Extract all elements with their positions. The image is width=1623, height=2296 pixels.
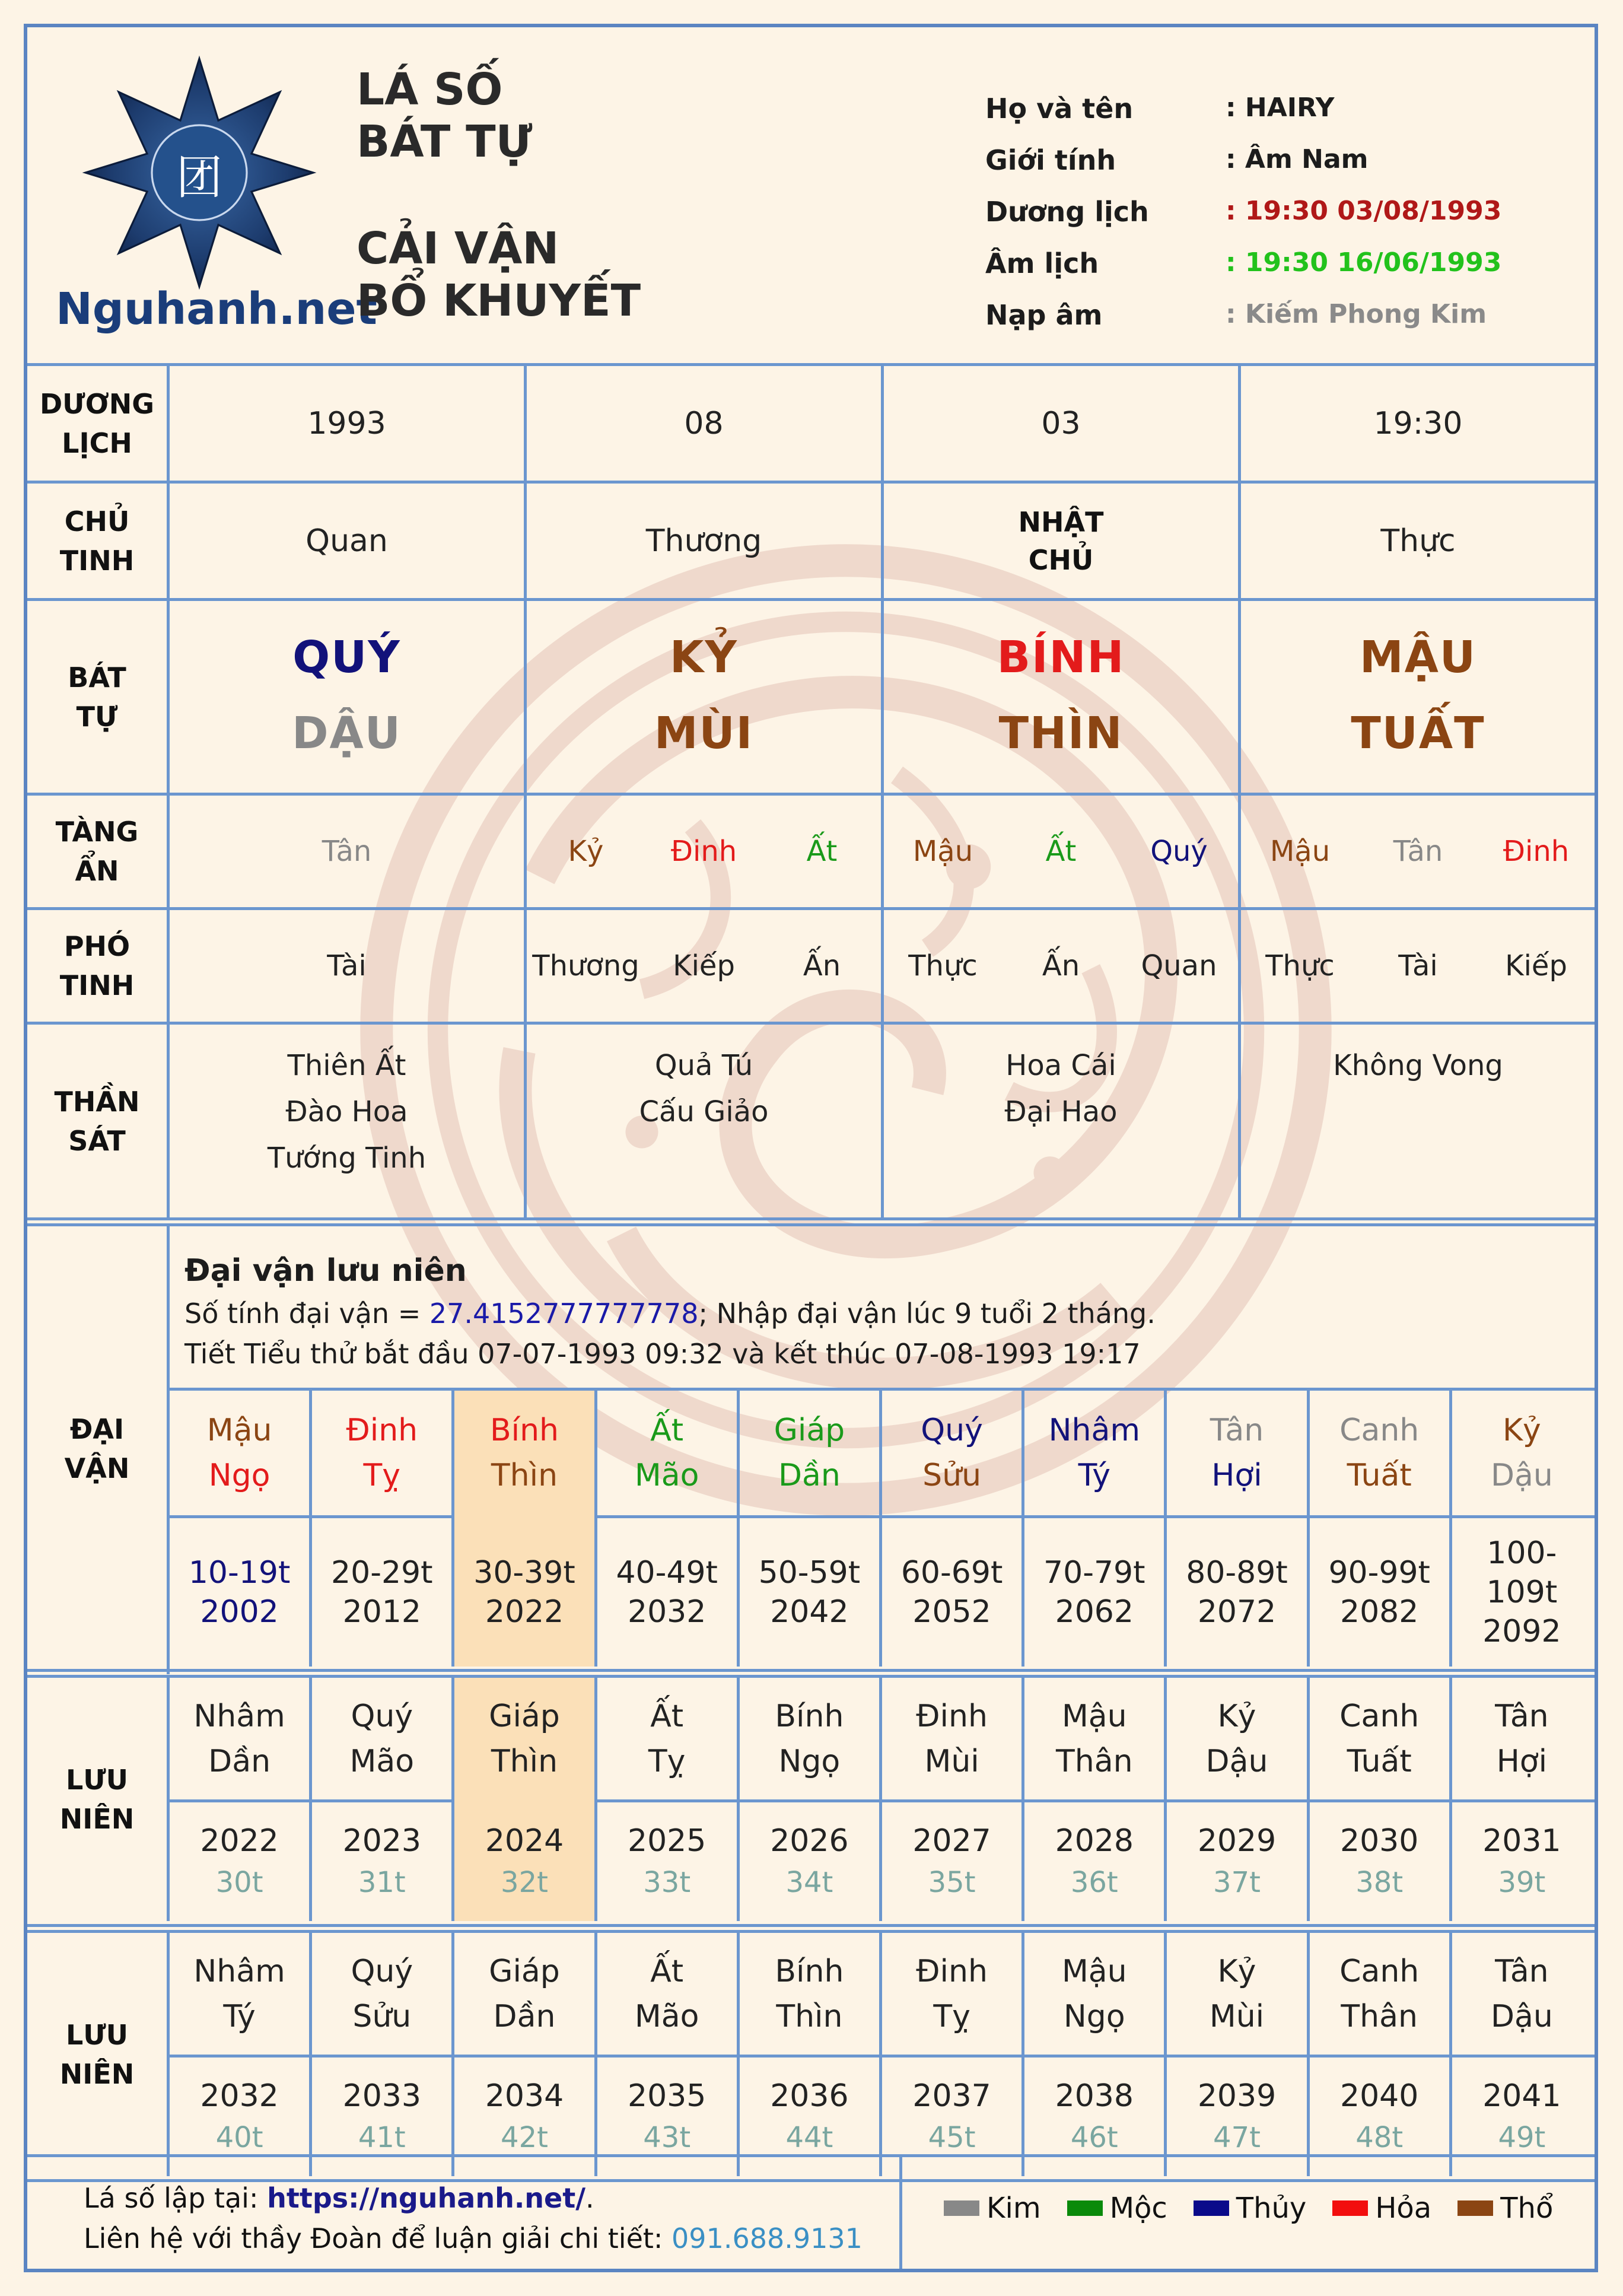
dai-van-period	[1167, 1518, 1306, 1667]
legend-item-3	[1332, 2192, 1431, 2225]
dai-van-period	[740, 1518, 879, 1667]
phone-number[interactable]: 091.688.9131	[672, 2222, 863, 2254]
annual-stem: Mậu	[1061, 1698, 1127, 1734]
dai-van-period	[882, 1518, 1021, 1667]
info-label: Giới tính	[985, 144, 1116, 176]
dai-van-branch: Dần	[778, 1458, 841, 1493]
annual-year-cell	[170, 2058, 309, 2176]
dai-van-pillar[interactable]	[312, 1391, 451, 1515]
annual-year: 2032	[200, 2078, 279, 2114]
info-value: : 19:30 03/08/1993	[1226, 196, 1502, 226]
dai-van-heading: Đại vận lưu niên	[184, 1253, 467, 1289]
annual-branch: Sửu	[352, 1998, 412, 2034]
annual-age: 30t	[215, 1866, 263, 1899]
annual-branch: Tuất	[1347, 1743, 1412, 1779]
footer-prefix: Lá số lập tại:	[84, 2182, 268, 2214]
dai-van-suffix: ; Nhập đại vận lúc 9 tuổi 2 tháng.	[698, 1298, 1156, 1330]
dai-van-stem: Tân	[1210, 1413, 1264, 1448]
footer-link[interactable]: https://nguhanh.net/	[267, 2182, 586, 2214]
hidden-stem: Mậu	[1269, 835, 1331, 868]
dai-van-year: 2082	[1340, 1594, 1419, 1630]
annual-age: 48t	[1355, 2121, 1404, 2154]
grid-line	[27, 1217, 1595, 1220]
heavenly-stem: BÍNH	[997, 632, 1125, 683]
annual-year-cell	[1452, 2058, 1592, 2176]
annual-year: 2024	[485, 1823, 564, 1859]
site-name[interactable]: Nguhanh.net	[56, 284, 377, 335]
annual-year: 2034	[485, 2078, 564, 2114]
dai-van-age: 40-49t	[616, 1555, 718, 1591]
spirit-star: Cấu Giảo	[639, 1095, 769, 1128]
heavenly-stem: QUÝ	[292, 632, 401, 683]
dai-van-year: 2022	[485, 1594, 564, 1630]
annual-age: 47t	[1213, 2121, 1261, 2154]
chart-sheet	[24, 24, 1598, 2272]
annual-branch: Tỵ	[933, 1998, 970, 2034]
info-label: Họ và tên	[985, 93, 1134, 125]
annual-pillar[interactable]	[597, 1678, 737, 1799]
dai-van-info-1	[184, 1298, 1156, 1330]
main-star: Thực	[1380, 523, 1456, 559]
annual-year: 2030	[1340, 1823, 1419, 1859]
annual-stem: Canh	[1339, 1698, 1420, 1734]
annual-year: 2041	[1482, 2078, 1561, 2114]
annual-stem: Tân	[1495, 1953, 1549, 1989]
annual-year-cell	[454, 2058, 594, 2176]
dai-van-prefix: Số tính đại vận =	[184, 1298, 429, 1330]
row-label-chu-tinh	[27, 484, 167, 598]
footer-line-2	[84, 2222, 863, 2254]
info-label: Nạp âm	[985, 299, 1103, 331]
dai-van-period	[1310, 1518, 1449, 1667]
dai-van-period	[1452, 1518, 1592, 1667]
annual-pillar[interactable]	[1310, 1933, 1449, 2055]
annual-year: 2039	[1197, 2078, 1277, 2114]
dai-van-year: 2072	[1197, 1594, 1277, 1630]
dai-van-age: 80-89t	[1186, 1555, 1288, 1591]
dai-van-branch: Tý	[1078, 1458, 1110, 1493]
annual-year: 2031	[1482, 1823, 1561, 1859]
dai-van-branch: Sửu	[922, 1458, 982, 1493]
dai-van-branch: Tỵ	[363, 1458, 401, 1493]
annual-stem: Giáp	[489, 1698, 560, 1734]
dai-van-stem: Mậu	[206, 1413, 272, 1448]
dai-van-pillar[interactable]	[1024, 1391, 1164, 1515]
annual-year: 2033	[342, 2078, 421, 2114]
dai-van-branch: Mão	[634, 1458, 699, 1493]
annual-stem: Quý	[351, 1953, 413, 1989]
annual-age: 35t	[928, 1866, 976, 1899]
dai-van-info-2: Tiết Tiểu thử bắt đầu 07-07-1993 09:32 và kết thúc 07-08-1993 19:17	[184, 1338, 1141, 1370]
heavenly-stem: KỶ	[670, 632, 738, 683]
row-label-luu-nien	[27, 1678, 167, 1921]
dai-van-year: 2062	[1055, 1594, 1134, 1630]
dai-van-year: 2042	[770, 1594, 849, 1630]
solar-value: 19:30	[1373, 405, 1463, 441]
sub-star: Thực	[908, 949, 978, 982]
annual-year-cell	[1024, 2058, 1164, 2176]
annual-age: 39t	[1498, 1866, 1546, 1899]
grid-line	[27, 1924, 1595, 1927]
hidden-stem: Ất	[806, 835, 838, 868]
footer-line-1	[84, 2182, 594, 2214]
grid-line	[27, 1669, 1595, 1672]
sub-star: Thương	[532, 949, 639, 982]
dai-van-period	[312, 1518, 451, 1667]
annual-stem: Ất	[650, 1953, 684, 1989]
logo	[81, 54, 318, 291]
legend-label: Mộc	[1109, 2192, 1167, 2225]
dai-van-stem: Quý	[921, 1413, 983, 1448]
title-line-1: LÁ SỐ	[357, 64, 503, 115]
legend-swatch	[1194, 2200, 1229, 2216]
annual-year: 2028	[1055, 1823, 1134, 1859]
row-label-luu-nien	[27, 1933, 167, 2176]
annual-year: 2040	[1340, 2078, 1419, 2114]
annual-stem: Bính	[775, 1698, 844, 1734]
sub-star: Quan	[1141, 949, 1217, 982]
grid-line	[27, 1223, 1595, 1226]
annual-pillar[interactable]	[1452, 1933, 1592, 2055]
hidden-stem: Đinh	[1503, 835, 1570, 868]
earthly-branch: TUẤT	[1351, 708, 1485, 759]
annual-branch: Thìn	[776, 1998, 843, 2034]
annual-year: 2022	[200, 1823, 279, 1859]
row-label-duong-lich	[27, 366, 167, 481]
annual-branch: Dần	[493, 1998, 556, 2034]
annual-pillar[interactable]	[312, 1933, 451, 2055]
legend-label: Kim	[986, 2192, 1041, 2225]
annual-year: 2027	[912, 1823, 991, 1859]
hidden-stem: Quý	[1150, 835, 1208, 868]
info-value: : HAIRY	[1226, 93, 1335, 123]
earthly-branch: DẬU	[292, 708, 402, 759]
dai-van-pillar[interactable]	[882, 1391, 1021, 1515]
row-label-text: ĐẠI VẬN	[64, 1413, 130, 1484]
sub-star: Ấn	[1042, 949, 1080, 982]
earthly-branch: THÌN	[998, 708, 1124, 759]
annual-year: 2037	[912, 2078, 991, 2114]
annual-year-cell	[882, 1802, 1021, 1921]
grid-line	[27, 2154, 1595, 2157]
legend-swatch	[1067, 2200, 1103, 2216]
dai-van-age: 70-79t	[1043, 1555, 1145, 1591]
annual-year-cell	[1167, 1802, 1306, 1921]
legend-swatch	[1457, 2200, 1493, 2216]
title-line-3: CẢI VẬN	[357, 223, 559, 274]
annual-pillar[interactable]	[882, 1678, 1021, 1799]
annual-year-cell	[312, 1802, 451, 1921]
spirit-star: Quả Tú	[654, 1049, 753, 1082]
dai-van-branch: Ngọ	[208, 1458, 270, 1493]
dai-van-period	[170, 1518, 309, 1667]
grid-line	[899, 2157, 902, 2272]
row-label-text: LƯU NIÊN	[59, 2019, 135, 2090]
annual-stem: Quý	[351, 1698, 413, 1734]
element-legend	[944, 2192, 1579, 2225]
main-star: Thương	[645, 523, 762, 559]
annual-branch: Ngọ	[778, 1743, 841, 1779]
solar-value: 03	[1041, 405, 1081, 441]
earthly-branch: MÙI	[654, 708, 754, 759]
title-line-2: BÁT TỰ	[357, 116, 533, 167]
annual-branch: Tý	[223, 1998, 256, 2034]
annual-stem: Giáp	[489, 1953, 560, 1989]
annual-age: 36t	[1070, 1866, 1118, 1899]
footer-suffix: .	[585, 2182, 594, 2214]
annual-pillar[interactable]	[170, 1678, 309, 1799]
spirit-star: Tướng Tinh	[267, 1141, 427, 1175]
dai-van-stem: Giáp	[774, 1413, 845, 1448]
annual-stem: Tân	[1495, 1698, 1549, 1734]
annual-pillar[interactable]	[1310, 1678, 1449, 1799]
grid-line	[27, 1022, 1595, 1025]
annual-age: 42t	[501, 2121, 548, 2154]
sub-star: Tài	[1398, 949, 1438, 982]
spirit-star: Đào Hoa	[285, 1095, 408, 1128]
annual-pillar[interactable]	[597, 1933, 737, 2055]
row-label-than-sat	[27, 1025, 167, 1217]
annual-branch: Tỵ	[648, 1743, 686, 1779]
annual-age: 32t	[501, 1866, 548, 1899]
solar-value: 1993	[307, 405, 386, 441]
annual-pillar[interactable]	[1452, 1678, 1592, 1799]
main-star: Quan	[305, 523, 388, 559]
legend-swatch	[944, 2200, 979, 2216]
spirit-star: Thiên Ất	[287, 1049, 406, 1082]
dai-van-age: 90-99t	[1328, 1555, 1430, 1591]
legend-item-0	[944, 2192, 1041, 2225]
dai-van-branch: Thìn	[491, 1458, 558, 1493]
dai-van-branch: Dậu	[1490, 1458, 1553, 1493]
annual-stem: Kỷ	[1217, 1698, 1256, 1734]
hidden-stem: Tân	[1393, 835, 1443, 868]
info-value: : Kiếm Phong Kim	[1226, 299, 1487, 329]
annual-age: 44t	[785, 2121, 833, 2154]
dai-van-age: 50-59t	[758, 1555, 861, 1591]
title-line-4: BỔ KHUYẾT	[357, 275, 641, 326]
annual-age: 49t	[1498, 2121, 1546, 2154]
row-label-tang-an	[27, 796, 167, 907]
row-label-text: THẦN SÁT	[54, 1085, 140, 1157]
annual-branch: Thìn	[491, 1743, 558, 1779]
annual-pillar[interactable]	[170, 1933, 309, 2055]
annual-pillar[interactable]	[312, 1678, 451, 1799]
annual-pillar[interactable]	[1024, 1933, 1164, 2055]
annual-pillar[interactable]	[1024, 1678, 1164, 1799]
annual-branch: Mão	[634, 1998, 699, 2034]
sub-star: Tài	[327, 949, 367, 982]
dai-van-pillar[interactable]	[1310, 1391, 1449, 1515]
annual-stem: Ất	[650, 1698, 684, 1734]
dai-van-age: 20-29t	[331, 1555, 433, 1591]
annual-age: 31t	[358, 1866, 406, 1899]
annual-stem: Nhâm	[193, 1953, 285, 1989]
annual-year-cell	[1310, 1802, 1449, 1921]
annual-year: 2029	[1197, 1823, 1277, 1859]
row-label-text: LƯU NIÊN	[59, 1764, 135, 1835]
legend-item-2	[1194, 2192, 1307, 2225]
row-label-dai-van	[27, 1226, 167, 1671]
dai-van-stem: Bính	[489, 1413, 559, 1448]
annual-pillar[interactable]	[454, 1933, 594, 2055]
dai-van-stem: Đinh	[346, 1413, 418, 1448]
dai-van-age: 30-39t	[473, 1555, 575, 1591]
dai-van-period	[1024, 1518, 1164, 1667]
annual-year-cell	[1310, 2058, 1449, 2176]
annual-branch: Thân	[1341, 1998, 1418, 2034]
annual-age: 38t	[1355, 1866, 1404, 1899]
annual-year: 2026	[770, 1823, 849, 1859]
sub-star: Kiếp	[673, 949, 735, 982]
dai-van-stem: Kỷ	[1502, 1413, 1541, 1448]
dai-van-pillar[interactable]	[740, 1391, 879, 1515]
annual-pillar[interactable]	[454, 1678, 594, 1799]
annual-branch: Dậu	[1490, 1998, 1553, 2034]
info-value: : Âm Nam	[1226, 144, 1369, 174]
legend-label: Thổ	[1500, 2192, 1554, 2225]
annual-branch: Hợi	[1496, 1743, 1548, 1779]
annual-year-cell	[170, 1802, 309, 1921]
annual-stem: Đinh	[916, 1953, 988, 1989]
annual-stem: Đinh	[916, 1698, 988, 1734]
dai-van-pillar[interactable]	[1452, 1391, 1592, 1515]
dai-van-stem: Nhâm	[1048, 1413, 1140, 1448]
annual-year-cell	[312, 2058, 451, 2176]
annual-pillar[interactable]	[1167, 1933, 1306, 2055]
annual-branch: Mão	[349, 1743, 415, 1779]
annual-pillar[interactable]	[740, 1933, 879, 2055]
sub-star: Thực	[1265, 949, 1335, 982]
annual-year-cell	[740, 2058, 879, 2176]
annual-age: 43t	[643, 2121, 691, 2154]
annual-branch: Ngọ	[1063, 1998, 1125, 2034]
annual-year: 2023	[342, 1823, 421, 1859]
dai-van-pillar[interactable]	[170, 1391, 309, 1515]
row-label-text: DƯƠNG LỊCH	[39, 387, 155, 459]
dai-van-branch: Hợi	[1211, 1458, 1262, 1493]
annual-branch: Thân	[1056, 1743, 1133, 1779]
dai-van-pillar[interactable]	[454, 1391, 594, 1515]
dai-van-period	[597, 1518, 737, 1667]
annual-pillar[interactable]	[882, 1933, 1021, 2055]
annual-branch: Dần	[208, 1743, 271, 1779]
dai-van-pillar[interactable]	[1167, 1391, 1306, 1515]
annual-age: 34t	[785, 1866, 833, 1899]
annual-year-cell	[740, 1802, 879, 1921]
dai-van-stem: Canh	[1339, 1413, 1420, 1448]
annual-year: 2025	[628, 1823, 707, 1859]
annual-pillar[interactable]	[740, 1678, 879, 1799]
annual-year: 2036	[770, 2078, 849, 2114]
dai-van-period	[454, 1518, 594, 1667]
solar-value: 08	[684, 405, 724, 441]
annual-age: 45t	[928, 2121, 976, 2154]
dai-van-age: 100- 109t	[1486, 1535, 1558, 1610]
annual-age: 40t	[215, 2121, 263, 2154]
logo-glyph: 团	[176, 151, 222, 205]
legend-item-1	[1067, 2192, 1167, 2225]
annual-year-cell	[1167, 2058, 1306, 2176]
annual-age: 46t	[1070, 2121, 1118, 2154]
dai-van-number: 27.4152777777778	[429, 1298, 699, 1330]
spirit-star: Không Vong	[1333, 1049, 1503, 1082]
row-label-pho-tinh	[27, 910, 167, 1022]
annual-stem: Mậu	[1061, 1953, 1127, 1989]
annual-age: 41t	[358, 2121, 406, 2154]
annual-stem: Bính	[775, 1953, 844, 1989]
row-label-text: PHÓ TINH	[59, 930, 135, 1001]
dai-van-branch: Tuất	[1347, 1458, 1412, 1493]
spirit-star: Đại Hao	[1004, 1095, 1118, 1128]
annual-stem: Nhâm	[193, 1698, 285, 1734]
sub-star: Ấn	[803, 949, 841, 982]
dai-van-stem: Ất	[650, 1413, 684, 1448]
sub-star: Kiếp	[1505, 949, 1567, 982]
annual-year-cell	[1024, 1802, 1164, 1921]
hidden-stem: Kỷ	[568, 835, 604, 868]
legend-swatch	[1332, 2200, 1368, 2216]
heavenly-stem: MẬU	[1360, 632, 1476, 683]
annual-stem: Kỷ	[1217, 1953, 1256, 1989]
info-label: Âm lịch	[985, 247, 1099, 279]
spirit-star: Hoa Cái	[1005, 1049, 1116, 1082]
dai-van-year: 2012	[342, 1594, 421, 1630]
legend-label: Thủy	[1236, 2192, 1307, 2225]
annual-year: 2035	[628, 2078, 707, 2114]
hidden-stem: Ất	[1045, 835, 1077, 868]
dai-van-age: 10-19t	[188, 1555, 291, 1591]
hidden-stem: Đinh	[670, 835, 737, 868]
annual-pillar[interactable]	[1167, 1678, 1306, 1799]
annual-year-cell	[597, 1802, 737, 1921]
info-label: Dương lịch	[985, 196, 1149, 228]
row-label-text: CHỦ TINH	[59, 505, 135, 577]
annual-year-cell	[454, 1802, 594, 1921]
hidden-stem: Tân	[322, 835, 372, 868]
info-value: : 19:30 16/06/1993	[1226, 247, 1502, 278]
dai-van-age: 60-69t	[900, 1555, 1003, 1591]
annual-branch: Dậu	[1205, 1743, 1268, 1779]
contact-text: Liên hệ với thầy Đoàn để luận giải chi tiết:	[84, 2222, 672, 2254]
dai-van-year: 2032	[628, 1594, 707, 1630]
annual-age: 37t	[1213, 1866, 1261, 1899]
annual-branch: Mùi	[1209, 1998, 1265, 2034]
dai-van-year: 2052	[912, 1594, 991, 1630]
annual-branch: Mùi	[924, 1743, 979, 1779]
row-label-text: TÀNG ẨN	[55, 816, 139, 887]
annual-year-cell	[597, 2058, 737, 2176]
annual-year: 2038	[1055, 2078, 1134, 2114]
legend-item-4	[1457, 2192, 1553, 2225]
annual-year-cell	[1452, 1802, 1592, 1921]
annual-year-cell	[882, 2058, 1021, 2176]
dai-van-year: 2092	[1482, 1614, 1561, 1649]
row-label-text: BÁT TỰ	[68, 661, 126, 733]
dai-van-year: 2002	[200, 1594, 279, 1630]
legend-label: Hỏa	[1375, 2192, 1432, 2225]
row-label-bat-tu	[27, 601, 167, 793]
annual-age: 33t	[643, 1866, 691, 1899]
dai-van-pillar[interactable]	[597, 1391, 737, 1515]
grid-line	[27, 598, 1595, 601]
day-master-label: NHẬT CHỦ	[1018, 505, 1104, 576]
hidden-stem: Mậu	[912, 835, 973, 868]
annual-stem: Canh	[1339, 1953, 1420, 1989]
